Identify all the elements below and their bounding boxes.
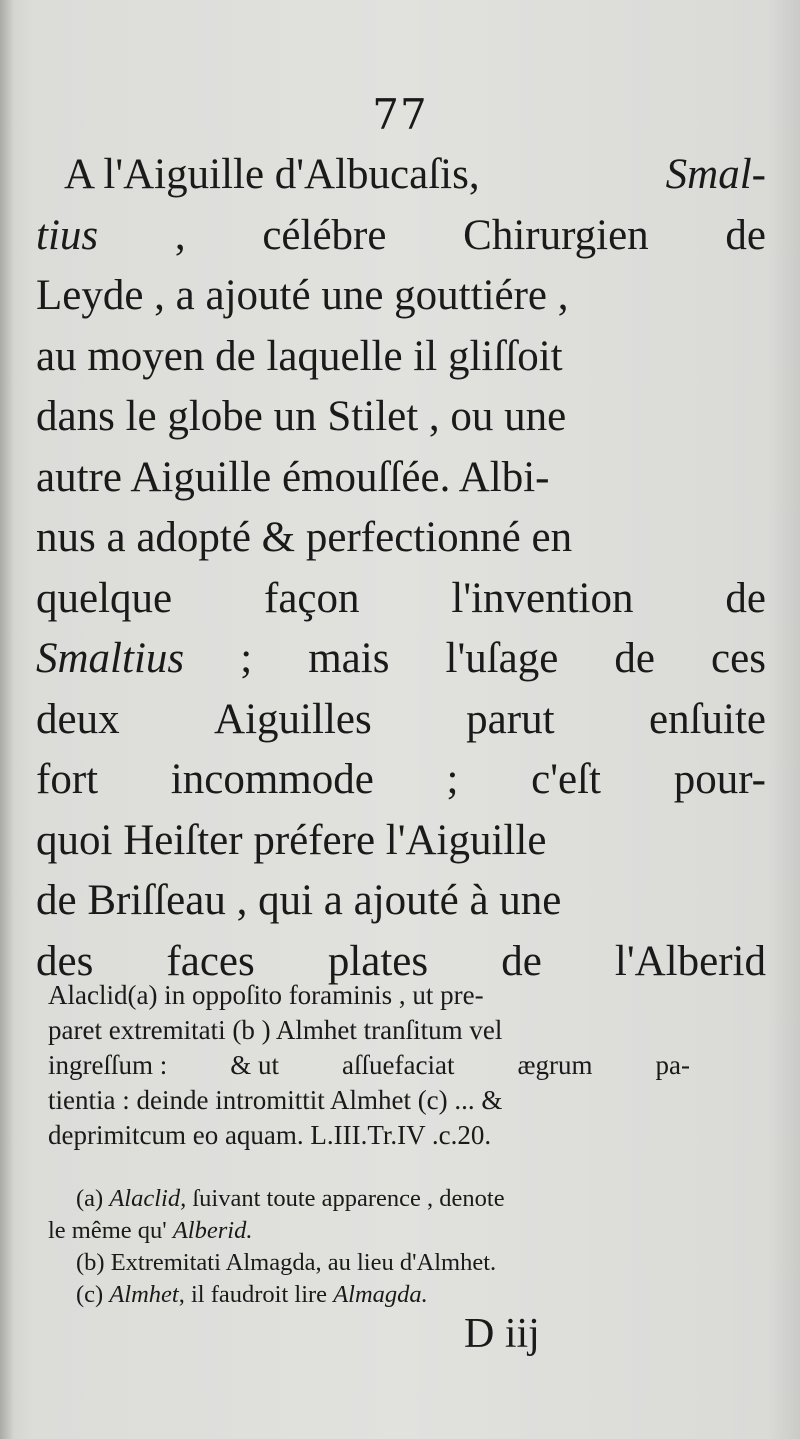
text-line-segment: célébre [262, 211, 387, 259]
text-line-segment: dans le globe un Stilet , ou une [36, 393, 567, 440]
footnote-line [48, 1215, 690, 1247]
footnote-line [48, 1247, 690, 1279]
footnotes [48, 1183, 690, 1311]
quote-line-segment: aſſuefaciat [342, 1050, 455, 1080]
text-line-segment: fort [36, 756, 99, 803]
text-line [36, 629, 766, 690]
text-line [36, 266, 766, 327]
text-line-segment: l'invention [451, 574, 634, 622]
text-line-segment: de [725, 211, 766, 259]
quote-line-segment: ingreſſum : [48, 1050, 168, 1080]
signature-mark: D iij [464, 1311, 540, 1357]
quote-line-segment: tientia : deinde intromittit Almhet (c) ... & [48, 1085, 503, 1115]
text-line-segment: de [501, 937, 542, 985]
text-line-segment: enſuite [648, 695, 766, 743]
footnote-segment: , il faudroit lire [178, 1281, 334, 1308]
page-number: 77 [372, 90, 428, 139]
quote-line [48, 1118, 690, 1153]
text-line [36, 871, 766, 932]
text-line-segment: de [725, 574, 766, 622]
text-line-segment: ; [240, 635, 253, 682]
footnote-segment: Alaclid, [109, 1185, 187, 1212]
quote-line-segment: paret extremitati (b ) Almhet tranſitum vel [48, 1015, 503, 1045]
text-line-segment: des [36, 937, 94, 985]
text-line-segment: Smaltius [36, 635, 185, 682]
text-line-segment: tius [36, 211, 99, 259]
quote-line-segment: pa- [655, 1050, 690, 1080]
text-line-segment: ces [711, 635, 766, 682]
footnote-segment: (c) [76, 1281, 110, 1308]
text-line-segment: façon [264, 574, 360, 622]
text-line-segment: c'eſt [531, 756, 601, 803]
text-line-segment: incommode [170, 756, 374, 803]
text-line-segment: Leyde , a ajouté une gouttiére , [36, 272, 569, 319]
text-line [36, 811, 766, 872]
text-line [36, 327, 766, 388]
footnote-segment: (a) [76, 1185, 110, 1212]
text-line [36, 508, 766, 569]
text-line [36, 206, 766, 267]
text-line-segment: , [174, 211, 186, 259]
footnote-segment: le même qu' [48, 1217, 173, 1244]
text-line [36, 448, 766, 509]
quote-line [48, 1013, 690, 1048]
quote-line-segment: Alaclid(a) in oppoſito foraminis , ut pre- [48, 980, 484, 1010]
quote-line [48, 1083, 690, 1118]
text-line-segment: faces [166, 937, 255, 985]
footnote-segment: Almagda. [333, 1281, 428, 1308]
text-line-segment: autre Aiguille émouſſée. Albi- [36, 453, 550, 501]
text-line-segment: quoi Heiſter préfere l'Aiguille [36, 816, 547, 864]
text-line [36, 145, 766, 206]
main-text [36, 145, 766, 992]
footnote-segment: Alberid. [172, 1217, 253, 1244]
text-line-segment: deux [36, 695, 120, 743]
footnote-segment: ſuivant toute apparence , denote [186, 1185, 505, 1212]
text-line-segment: mais [308, 635, 390, 682]
footnote-line [48, 1279, 690, 1311]
footnote-line [48, 1183, 690, 1215]
text-line [36, 750, 766, 811]
text-line-segment: l'uſage [445, 635, 559, 682]
text-line-segment: Chirurgien [463, 211, 649, 259]
quote-line-segment: ægrum [517, 1050, 593, 1080]
text-line-segment: de [614, 635, 655, 682]
footnote-segment: (b) Extremitati Almagda, au lieu d'Almhet. [76, 1249, 497, 1276]
text-line [36, 387, 766, 448]
text-line-segment: Aiguilles [214, 695, 372, 743]
quote-line [48, 978, 690, 1013]
text-line-segment: plates [327, 937, 429, 985]
text-line-segment: parut [466, 695, 555, 743]
text-line-segment: pour- [673, 756, 766, 803]
text-line-segment: nus a adopté & perfectionné en [36, 514, 573, 561]
text-line-segment: de Briſſeau , qui a ajouté à une [36, 877, 562, 924]
gutter-shadow [0, 0, 14, 1439]
footnote-segment: Almhet [109, 1281, 179, 1308]
text-line [36, 569, 766, 630]
text-line [36, 690, 766, 751]
text-line-segment: Smal- [665, 151, 766, 198]
quote-line [48, 1048, 690, 1083]
text-line-segment: A l'Aiguille d'Albucaſis, [64, 151, 480, 198]
quote-line-segment: & ut [230, 1050, 280, 1080]
text-line-segment: quelque [36, 574, 173, 622]
text-line-segment: l'Alberid [614, 937, 766, 985]
quote-line-segment: deprimitcum eo aquam. L.III.Tr.IV .c.20. [48, 1120, 492, 1150]
text-line-segment: ; [446, 756, 459, 803]
latin-quotation [48, 978, 690, 1153]
text-line-segment: au moyen de laquelle il gliſſoit [36, 332, 563, 380]
